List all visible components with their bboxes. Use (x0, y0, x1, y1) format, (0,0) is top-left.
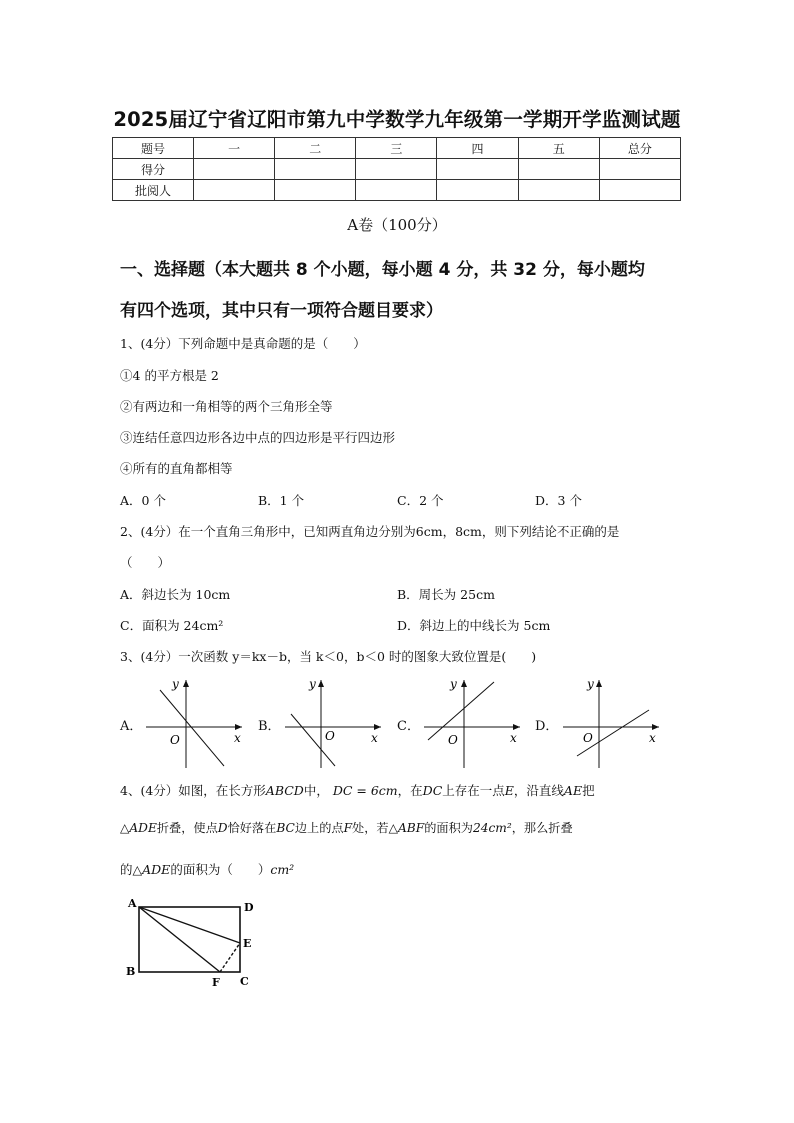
score-table-header-cell: 三 (356, 138, 437, 159)
q1-stem: 1、(4分）下列命题中是真命题的是（ ） (120, 336, 366, 351)
q1-item-text: 4 的平方根是 2 (132, 368, 219, 383)
q4-math: 24cm² (472, 821, 512, 835)
q1-item-mark: ④ (120, 461, 133, 476)
score-table-header-cell: 二 (275, 138, 356, 159)
q4-text: ，那么折叠 (511, 821, 573, 835)
point-d-label: D (244, 901, 254, 914)
q4-text: 中， (303, 783, 329, 798)
q3-option-c-label[interactable]: C． (397, 719, 420, 734)
q4-math: AE (563, 783, 583, 798)
grader-cell[interactable] (194, 180, 275, 201)
q4-text: 上存在一点 (442, 783, 505, 798)
grader-cell[interactable] (599, 180, 680, 201)
q1-item-text: 连结任意四边形各边中点的四边形是平行四边形 (132, 430, 396, 445)
score-table-header-cell: 总分 (599, 138, 680, 159)
q1-option-b[interactable]: B．1 个 (258, 493, 305, 508)
q4-math: E (504, 783, 514, 798)
q2-option-b[interactable]: B．周长为 25cm (397, 587, 495, 602)
q3-graph-d[interactable] (555, 672, 665, 772)
q1-item-mark: ③ (120, 430, 133, 445)
q1-item-mark: ② (120, 399, 133, 414)
y-axis-label: y (309, 677, 316, 691)
q4-figure (122, 895, 262, 991)
score-table-row-label: 批阅人 (113, 180, 194, 201)
q4-text: 的面积为 (424, 821, 473, 835)
segment-af (139, 907, 220, 972)
q4-math: ABCD (265, 783, 304, 798)
q4-text: 处，若△ (352, 821, 398, 835)
q3-option-d-label[interactable]: D． (535, 719, 559, 734)
q2-option-a[interactable]: A．斜边长为 10cm (120, 587, 231, 602)
q1-item-text: 有两边和一角相等的两个三角形全等 (132, 399, 333, 414)
score-table-row-label: 得分 (113, 159, 194, 180)
graph-line (160, 690, 224, 766)
q1-item (120, 366, 680, 384)
q4-math: △ADE (132, 862, 171, 877)
q4-text: ，沿直线 (513, 783, 564, 798)
q4-math: DC (422, 783, 443, 798)
score-cell[interactable] (356, 159, 437, 180)
q1-item-text: 所有的直角都相等 (132, 461, 233, 476)
q1-item-mark: ① (120, 368, 133, 383)
point-c-label: C (240, 975, 249, 988)
q3-option-b-label[interactable]: B． (258, 719, 281, 734)
origin-label: O (170, 733, 180, 747)
q4-math: △ADE (120, 821, 157, 835)
grader-cell[interactable] (356, 180, 437, 201)
score-table-header-cell: 四 (437, 138, 518, 159)
q4-math: F (343, 821, 353, 835)
point-f-label: F (212, 976, 220, 989)
score-cell[interactable] (599, 159, 680, 180)
q3-stem: 3、(4分）一次函数 y＝kx－b，当 k＜0，b＜0 时的图象大致位置是( ) (120, 649, 537, 664)
q1-item (120, 428, 680, 446)
q1-item (120, 459, 680, 477)
grader-cell[interactable] (437, 180, 518, 201)
q4-text: ，在 (397, 783, 423, 798)
q4-text: 边上的点 (294, 821, 344, 835)
grader-cell[interactable] (275, 180, 356, 201)
y-axis-label: y (587, 677, 594, 691)
score-table-row (113, 180, 681, 201)
score-cell[interactable] (518, 159, 599, 180)
section-a-title: A卷（100分） (347, 216, 447, 234)
q4-math: ABF (397, 821, 425, 835)
point-a-label: A (128, 897, 137, 910)
origin-label: O (448, 733, 458, 747)
q2-option-c[interactable]: C．面积为 24cm² (120, 618, 224, 633)
point-b-label: B (126, 965, 136, 978)
origin-label: O (583, 731, 593, 745)
grader-cell[interactable] (518, 180, 599, 201)
q2-stem-cont: （ ） (120, 555, 171, 570)
y-axis-label: y (450, 677, 457, 691)
point-e-label: E (243, 937, 252, 950)
q4-math: D (217, 821, 228, 835)
score-cell[interactable] (194, 159, 275, 180)
x-axis-label: x (649, 731, 656, 745)
part1-heading-line1: 一、选择题（本大题共 8 个小题，每小题 4 分，共 32 分，每小题均 (120, 260, 645, 280)
score-table-header-cell: 一 (194, 138, 275, 159)
q2-option-d[interactable]: D．斜边上的中线长为 5cm (397, 618, 551, 633)
fold-line-ae (139, 907, 240, 943)
q1-option-d[interactable]: D．3 个 (535, 493, 582, 508)
score-table-header-row (113, 138, 681, 159)
q4-math: cm² (270, 862, 295, 877)
score-table-row (113, 159, 681, 180)
x-axis-label: x (510, 731, 517, 745)
graph-line (428, 682, 494, 740)
q1-option-a[interactable]: A．0 个 (120, 493, 166, 508)
score-cell[interactable] (275, 159, 356, 180)
q3-option-a-label[interactable]: A． (120, 719, 143, 734)
q4-text: 的面积为（ ） (170, 862, 271, 877)
score-table-header-cell: 五 (518, 138, 599, 159)
score-table-header-cell: 题号 (113, 138, 194, 159)
y-axis-label: y (172, 677, 179, 691)
q1-option-c[interactable]: C．2 个 (397, 493, 444, 508)
part1-heading-line2: 有四个选项，其中只有一项符合题目要求） (120, 301, 443, 321)
q3-graph-a[interactable] (138, 672, 248, 772)
q4-stem-line2 (120, 819, 680, 836)
q4-text: 把 (582, 783, 595, 798)
q4-math: BC (276, 821, 295, 835)
q1-item (120, 397, 680, 415)
origin-label: O (325, 729, 335, 743)
q4-text: 的 (120, 862, 133, 877)
q3-graph-b[interactable] (277, 672, 387, 772)
q4-text: 折叠，使点 (156, 821, 218, 835)
q4-text: 4、(4分）如图，在长方形 (120, 783, 266, 798)
x-axis-label: x (234, 731, 241, 745)
score-cell[interactable] (437, 159, 518, 180)
q4-stem-line1 (120, 781, 680, 799)
q4-math: DC = 6cm (332, 783, 398, 798)
segment-fe (220, 943, 240, 972)
x-axis-label: x (371, 731, 378, 745)
q4-text: 恰好落在 (227, 821, 277, 835)
q3-graph-c[interactable] (416, 672, 526, 772)
exam-title: 2025届辽宁省辽阳市第九中学数学九年级第一学期开学监测试题 (113, 108, 681, 131)
q2-stem: 2、(4分）在一个直角三角形中，已知两直角边分别为6cm，8cm，则下列结论不正确的是 (120, 524, 620, 539)
q4-stem-line3 (120, 860, 680, 878)
score-table (112, 137, 681, 201)
